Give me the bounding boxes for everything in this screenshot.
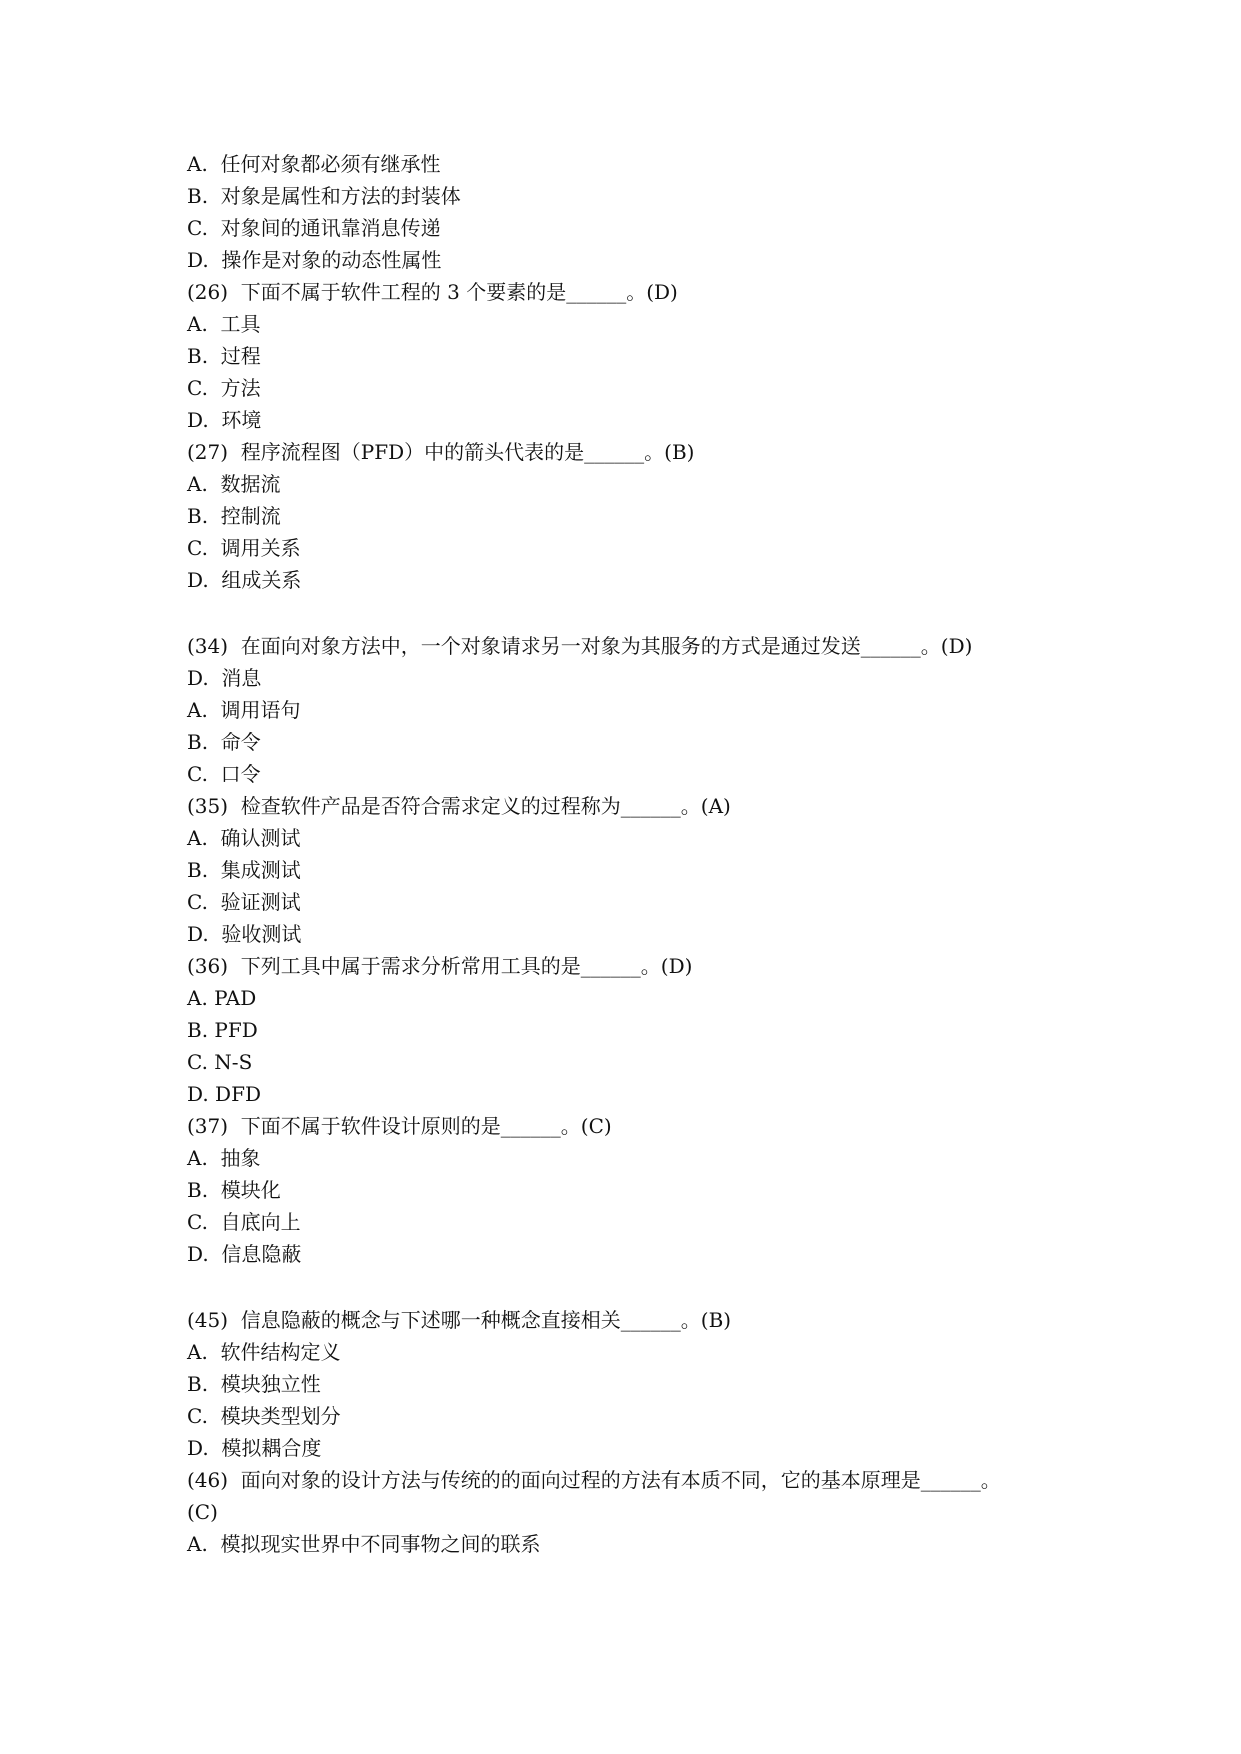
option-line: A. 确认测试: [187, 826, 301, 850]
option-line: C. 自底向上: [187, 1210, 301, 1234]
option-line: A. 抽象: [187, 1146, 261, 1170]
option-line: D. 信息隐蔽: [187, 1242, 302, 1266]
option-line: C. 验证测试: [187, 890, 301, 914]
option-line: A. 调用语句: [187, 698, 301, 722]
question-line: (34) 在面向对象方法中，一个对象请求另一对象为其服务的方式是通过发送______。(D): [187, 634, 973, 658]
option-line: C. 对象间的通讯靠消息传递: [187, 216, 441, 240]
option-line: B. PFD: [187, 1018, 258, 1042]
option-line: C. 调用关系: [187, 536, 301, 560]
option-line: B. 模块独立性: [187, 1372, 321, 1396]
option-line: C. 口令: [187, 762, 261, 786]
option-line: A. 软件结构定义: [187, 1340, 341, 1364]
question-line: (46) 面向对象的设计方法与传统的的面向过程的方法有本质不同，它的基本原理是______。: [187, 1468, 1001, 1492]
question-line: (37) 下面不属于软件设计原则的是______。(C): [187, 1114, 612, 1138]
option-line: B. 命令: [187, 730, 261, 754]
option-line: A. PAD: [187, 986, 257, 1010]
option-line: A. 工具: [187, 312, 261, 336]
option-line: A. 任何对象都必须有继承性: [187, 152, 441, 176]
option-line: B. 对象是属性和方法的封装体: [187, 184, 461, 208]
option-line: D. 模拟耦合度: [187, 1436, 322, 1460]
option-line: B. 控制流: [187, 504, 281, 528]
question-line: (35) 检查软件产品是否符合需求定义的过程称为______。(A): [187, 794, 731, 818]
answer-line: (C): [187, 1500, 218, 1524]
option-line: C. N-S: [187, 1050, 253, 1074]
option-line: D. 组成关系: [187, 568, 302, 592]
option-line: D. 操作是对象的动态性属性: [187, 248, 442, 272]
option-line: B. 集成测试: [187, 858, 301, 882]
option-line: A. 数据流: [187, 472, 281, 496]
option-line: D. 环境: [187, 408, 262, 432]
question-line: (27) 程序流程图（PFD）中的箭头代表的是______。(B): [187, 440, 695, 464]
question-line: (45) 信息隐蔽的概念与下述哪一种概念直接相关______。(B): [187, 1308, 732, 1332]
option-line: D. 消息: [187, 666, 262, 690]
option-line: C. 方法: [187, 376, 261, 400]
option-line: C. 模块类型划分: [187, 1404, 341, 1428]
option-line: A. 模拟现实世界中不同事物之间的联系: [187, 1532, 541, 1556]
option-line: D. 验收测试: [187, 922, 302, 946]
question-line: (36) 下列工具中属于需求分析常用工具的是______。(D): [187, 954, 693, 978]
option-line: D. DFD: [187, 1082, 261, 1106]
option-line: B. 模块化: [187, 1178, 281, 1202]
option-line: B. 过程: [187, 344, 261, 368]
question-line: (26) 下面不属于软件工程的 3 个要素的是______。(D): [187, 280, 678, 304]
